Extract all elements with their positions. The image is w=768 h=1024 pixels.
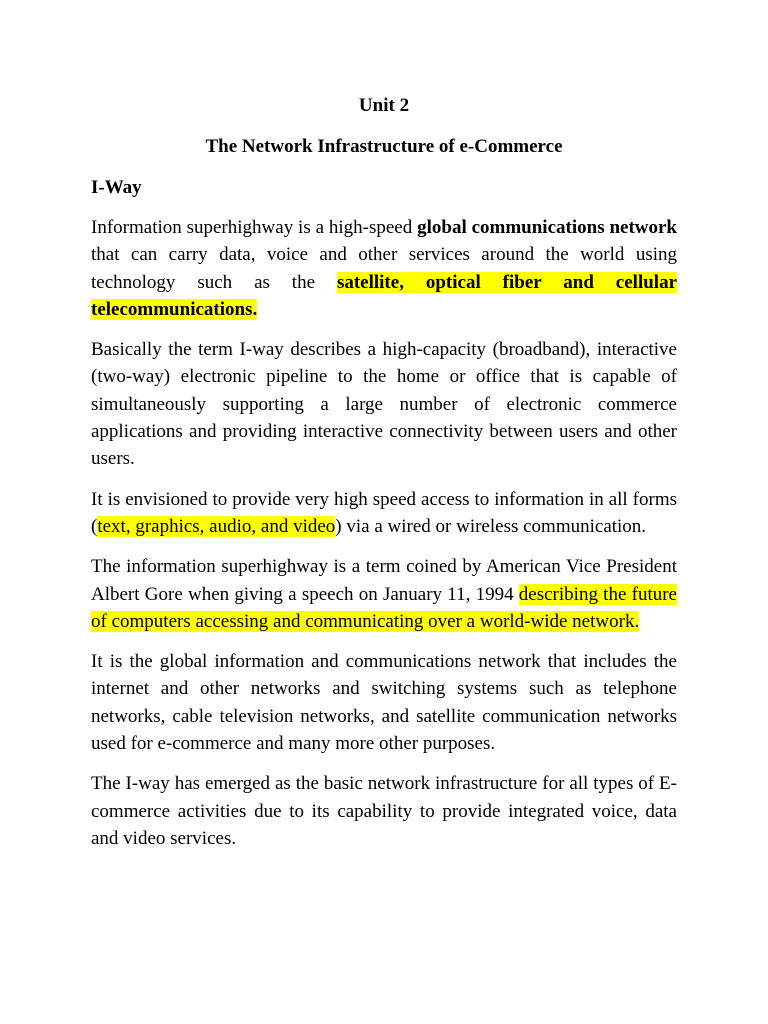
paragraph-1-text-a: Information superhighway is a high-speed (91, 217, 418, 238)
paragraph-2: Basically the term I-way describes a high-capacity (broadband), interactive (two-way) electronic pipeline to the home or office that is capable of simultaneously supporting a large number of electronic commerce applications and providing interactive connectivity between users and other users. (91, 339, 677, 470)
section-heading: I-Way (91, 177, 142, 198)
paragraph-3-text-a: It is envisioned to provide very high speed access to information in all forms ( (91, 488, 677, 537)
document-title: The Network Infrastructure of e-Commerce (205, 136, 563, 157)
paragraph-3-text-b: ) via a wired or wireless communication. (335, 515, 647, 537)
paragraph-4-text-a: The information superhighway is a term coined by American Vice President Albert Gore when giving a speech on January 11, 1994 (91, 556, 677, 605)
unit-title: Unit 2 (358, 95, 410, 116)
paragraph-4 (91, 553, 677, 635)
paragraph-5: It is the global information and communications network that includes the internet and other networks and switching systems such as telephone networks, cable television networks, and satellite communication networks used for e-commerce and many more other purposes. (91, 651, 677, 755)
paragraph-1 (91, 214, 677, 323)
paragraph-4-highlight: describing the future of computers accessing and communicating over a world-wide network. (91, 583, 677, 632)
paragraph-1-text-b: that can carry data, voice and other services around the world using technology such as the (91, 244, 677, 293)
paragraph-1-bold-term: global communications network (417, 217, 677, 238)
document-body (91, 92, 677, 852)
paragraph-3 (91, 486, 677, 541)
paragraph-1-highlight: satellite, optical fiber and cellular telecommunications. (91, 271, 677, 320)
paragraph-6: The I-way has emerged as the basic network infrastructure for all types of E-commerce activities due to its capability to provide integrated voice, data and video services. (91, 773, 677, 849)
paragraph-3-highlight: text, graphics, audio, and video (97, 515, 336, 537)
